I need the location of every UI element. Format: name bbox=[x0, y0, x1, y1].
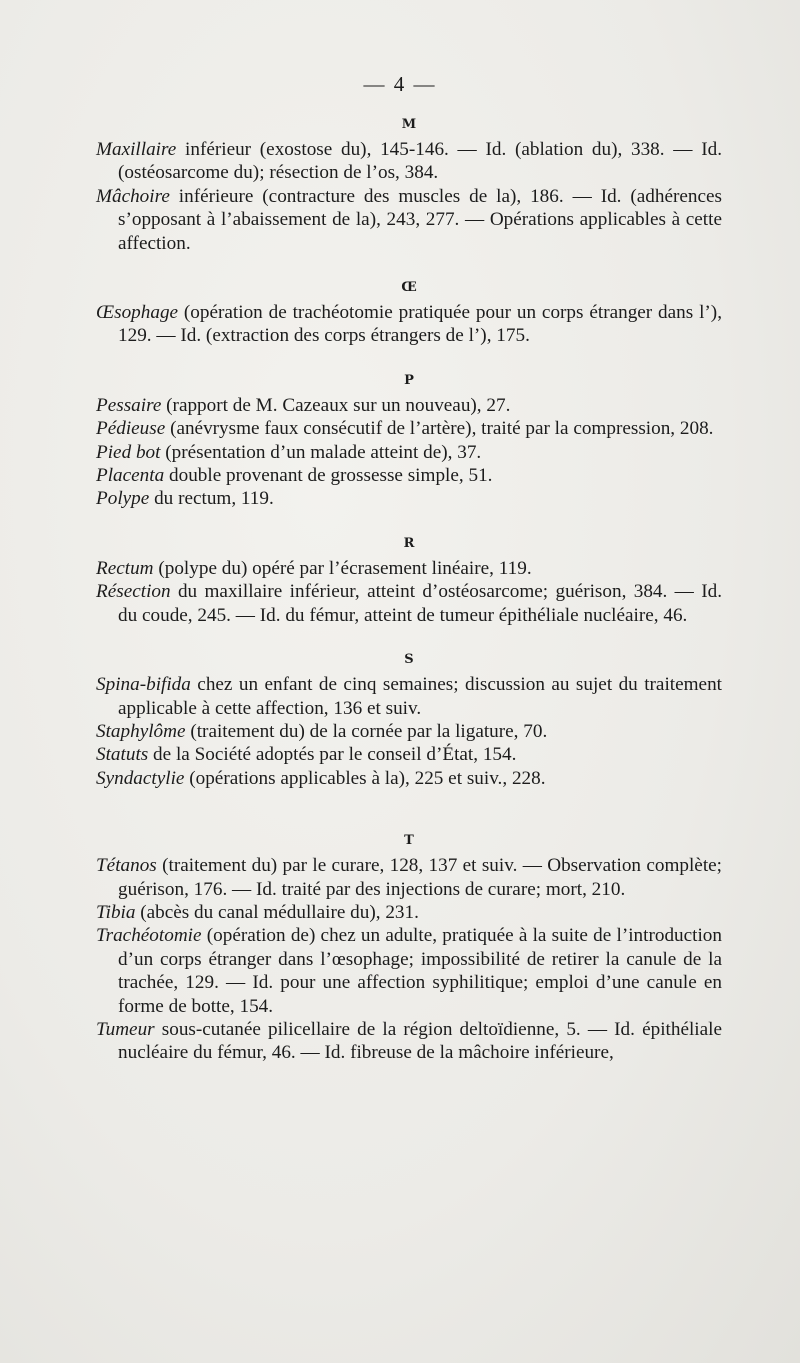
entry-text: du maxillaire inférieur, atteint d’ostéosarcome; guérison, 384. — Id. du coude, 245. — Id. du fémur, atteint de tumeur épithéliale nucléaire, 46. bbox=[118, 581, 722, 626]
entry-head: Rectum bbox=[96, 557, 154, 579]
entry-text: (traitement du) par le curare, 128, 137 et suiv. — Observation complète; guérison, 176. — Id. traité par des injections de curare; mort, 210. bbox=[118, 855, 722, 900]
section-letter-r: R bbox=[403, 535, 415, 551]
index-entry bbox=[96, 673, 722, 720]
entry-head: Tibia bbox=[96, 901, 136, 923]
entry-text: du rectum, 119. bbox=[149, 488, 274, 510]
entry-text: (anévrysme faux consécutif de l’artère), traité par la compression, 208. bbox=[165, 418, 714, 440]
entry-head: Trachéotomie bbox=[96, 925, 202, 947]
index-entry bbox=[96, 417, 722, 440]
entry-text: (rapport de M. Cazeaux sur un nouveau), 27. bbox=[161, 394, 511, 416]
section-letter-t: T bbox=[404, 833, 414, 849]
section-letter-m: M bbox=[401, 117, 417, 132]
index-entry bbox=[96, 743, 722, 766]
index-entry bbox=[96, 901, 722, 924]
entry-text: (abcès du canal médullaire du), 231. bbox=[135, 901, 419, 923]
index-entry bbox=[96, 394, 722, 417]
entry-head: Pessaire bbox=[96, 394, 162, 416]
entry-head: Syndactylie bbox=[96, 767, 185, 789]
index-entry bbox=[96, 464, 722, 487]
entry-head: Maxillaire bbox=[96, 139, 177, 160]
entry-head: Tétanos bbox=[96, 855, 157, 877]
section-letter-p: P bbox=[404, 372, 414, 388]
index-entry bbox=[96, 441, 722, 464]
section-letter-oe: Œ bbox=[401, 280, 417, 296]
index-entry bbox=[96, 301, 722, 348]
entry-text: (opération de trachéotomie pratiquée pour un corps étranger dans l’), 129. — Id. (extraction des corps étrangers de l’), 175. bbox=[118, 302, 722, 347]
index-entry bbox=[96, 185, 722, 255]
entry-text: inférieur (exostose du), 145-146. — Id. (ablation du), 338. — Id. (ostéosarcome du); résection de l’os, 384. bbox=[118, 139, 722, 184]
index-entry bbox=[96, 557, 722, 580]
entry-text: chez un enfant de cinq semaines; discussion au sujet du traitement applicable à cette affection, 136 et suiv. bbox=[118, 674, 722, 719]
entry-head: Staphylôme bbox=[96, 720, 186, 742]
index-entry bbox=[96, 487, 722, 510]
entry-head: Pied bot bbox=[96, 441, 161, 463]
entry-text: (opérations applicables à la), 225 et suiv., 228. bbox=[184, 767, 546, 789]
index-entry bbox=[96, 580, 722, 627]
entry-head: Résection bbox=[96, 581, 171, 603]
entry-text: (présentation d’un malade atteint de), 37. bbox=[160, 441, 482, 463]
entry-text: double provenant de grossesse simple, 51. bbox=[164, 465, 493, 487]
entry-text: (traitement du) de la cornée par la ligature, 70. bbox=[185, 720, 548, 742]
index-entry bbox=[96, 767, 722, 790]
entry-text: de la Société adoptés par le conseil d’État, 154. bbox=[148, 744, 517, 766]
index-entry bbox=[96, 924, 722, 1018]
index-entry bbox=[96, 138, 722, 185]
entry-head: Œsophage bbox=[96, 302, 179, 324]
index-entry bbox=[96, 720, 722, 743]
entry-head: Pédieuse bbox=[96, 418, 166, 440]
entry-text: (polype du) opéré par l’écrasement linéaire, 119. bbox=[153, 557, 532, 579]
entry-head: Spina-bifida bbox=[96, 674, 191, 696]
entry-head: Tumeur bbox=[96, 1018, 155, 1040]
section-letter-s: S bbox=[404, 652, 414, 668]
page-number: — 4 — bbox=[363, 72, 437, 96]
entry-text: (opération de) chez un adulte, pratiquée à la suite de l’introduction d’un corps étranger dans l’œsophage; impossibilité de retirer la canule de la trachée, 129. — Id. pour une affection syphilitique; emploi d’une canule en forme de botte, 154. bbox=[118, 925, 722, 1017]
entry-text: inférieure (contracture des muscles de la), 186. — Id. (adhérences s’opposant à l’abaissement de la), 243, 277. — Opérations applicables à cette affection. bbox=[118, 185, 722, 254]
entry-head: Placenta bbox=[96, 465, 165, 487]
entry-text: sous-cutanée pilicellaire de la région deltoïdienne, 5. — Id. épithéliale nucléaire du fémur, 46. — Id. fibreuse de la mâchoire inférieure, bbox=[118, 1018, 722, 1064]
index-entry bbox=[96, 854, 722, 901]
entry-head: Mâchoire bbox=[96, 185, 170, 207]
index-entry bbox=[96, 1018, 722, 1065]
entry-head: Statuts bbox=[96, 744, 149, 766]
index-content bbox=[96, 112, 722, 1065]
entry-head: Polype bbox=[96, 488, 150, 510]
